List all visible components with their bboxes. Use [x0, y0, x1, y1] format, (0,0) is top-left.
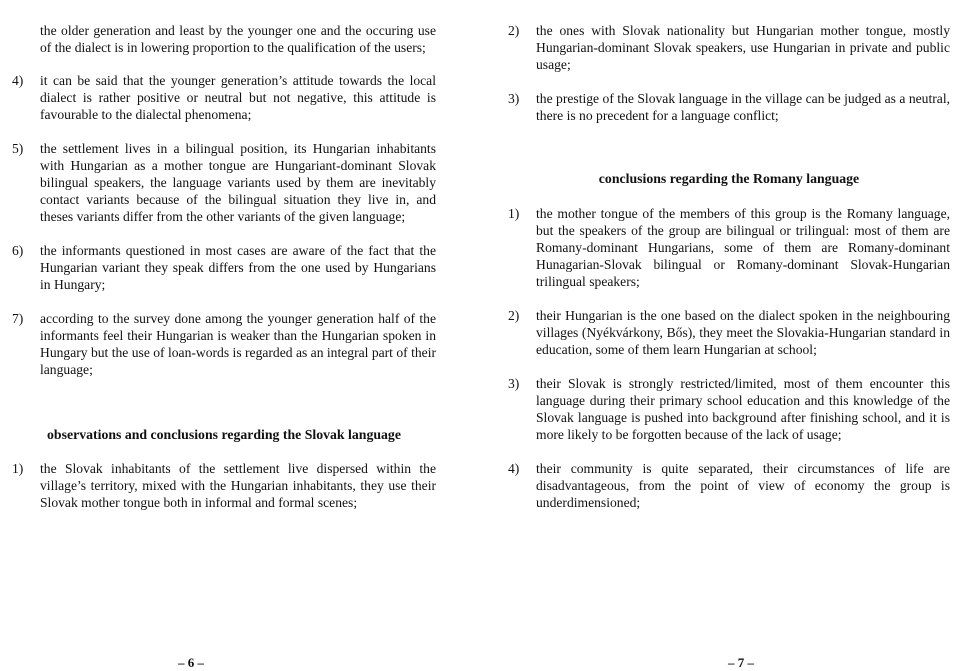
list-number: 1) [12, 461, 24, 476]
list-number: 6) [12, 243, 24, 258]
list-number: 4) [508, 461, 520, 476]
slovak-item-1 [12, 460, 436, 511]
intro-continuation [12, 22, 436, 56]
list-number: 4) [12, 73, 24, 88]
list-text: the ones with Slovak nationality but Hungarian mother tongue, mostly Hungarian-dominant Slovak speakers, use Hungarian in private and public usage; [536, 23, 950, 72]
list-text: their community is quite separated, their circumstances of life are disadvantageous, from the point of view of economy the group is underdimensioned; [536, 461, 950, 510]
page-number: – 7 – [728, 655, 754, 670]
section-heading-romany: conclusions regarding the Romany language [598, 171, 860, 186]
section-heading-slovak: observations and conclusions regarding the Slovak language [47, 427, 401, 442]
list-number: 5) [12, 141, 24, 156]
list-item-5 [12, 140, 436, 225]
left-page [0, 0, 470, 671]
list-text: the prestige of the Slovak language in the village can be judged as a neutral, there is no precedent for a language conflict; [536, 91, 950, 123]
list-number: 2) [508, 308, 520, 323]
list-text: their Slovak is strongly restricted/limited, most of them encounter this language during their primary school education and this knowledge of the Slovak language is pushed into background after finishing school, and it is more likely to be forgotten because of the lack of usage; [536, 376, 950, 442]
list-text: their Hungarian is the one based on the dialect spoken in the neighbouring villages (Nyékvárkony, Bős), they meet the Slovakia-Hungarian standard in education, some of them learn Hungarian at school; [536, 308, 950, 357]
list-text: it can be said that the younger generation’s attitude towards the local dialect is rather positive or neutral but not negative, this attitude is favourable to the dialectal phenomena; [40, 73, 436, 122]
romany-item-1 [508, 205, 950, 290]
list-text: the settlement lives in a bilingual position, its Hungarian inhabitants with Hungarian as a mother tongue are Hungariant-dominant Slovak bilingual speakers, the language variants used by them are inevitably contact variants because of the bilingual situation they live in, and theses variants differ from the other variants of the given language; [40, 141, 436, 224]
intro-text: the older generation and least by the younger one and the occuring use of the dialect is in lowering proportion to the qualification of the users; [40, 23, 436, 55]
list-text: the Slovak inhabitants of the settlement live dispersed within the village’s territory, mixed with the Hungarian inhabitants, they use their Slovak mother tongue both in informal and formal scenes; [40, 461, 436, 510]
romany-item-4 [508, 460, 950, 511]
list-number: 7) [12, 311, 24, 326]
slovak-item-3 [508, 90, 950, 124]
romany-item-3 [508, 375, 950, 443]
list-item-6 [12, 242, 436, 293]
list-number: 1) [508, 206, 520, 221]
list-number: 2) [508, 23, 520, 38]
list-number: 3) [508, 91, 520, 106]
list-text: the mother tongue of the members of this group is the Romany language, but the speakers of the group are bilingual or trilingual: most of them are Romany-dominant Hungarians, some of them are Romany-dominant Hunagarian-Slovak bilingual or Romany-dominant Slovak-Hungarian trilingual speakers; [536, 206, 950, 289]
left-column [12, 22, 436, 511]
list-number: 3) [508, 376, 520, 391]
right-page [490, 0, 960, 671]
list-text: according to the survey done among the younger generation half of the informants feel their Hungarian is weaker than the Hungarian spoken in Hungary but the use of loan-words is regarded as an integral part of their language; [40, 311, 436, 377]
list-text: the informants questioned in most cases are aware of the fact that the Hungarian variant they speak differs from the one used by Hungarians in Hungary; [40, 243, 436, 292]
page-number: – 6 – [178, 655, 204, 670]
list-item-7 [12, 310, 436, 378]
right-column [508, 22, 950, 511]
slovak-item-2 [508, 22, 950, 73]
list-item-4 [12, 72, 436, 123]
romany-item-2 [508, 307, 950, 358]
